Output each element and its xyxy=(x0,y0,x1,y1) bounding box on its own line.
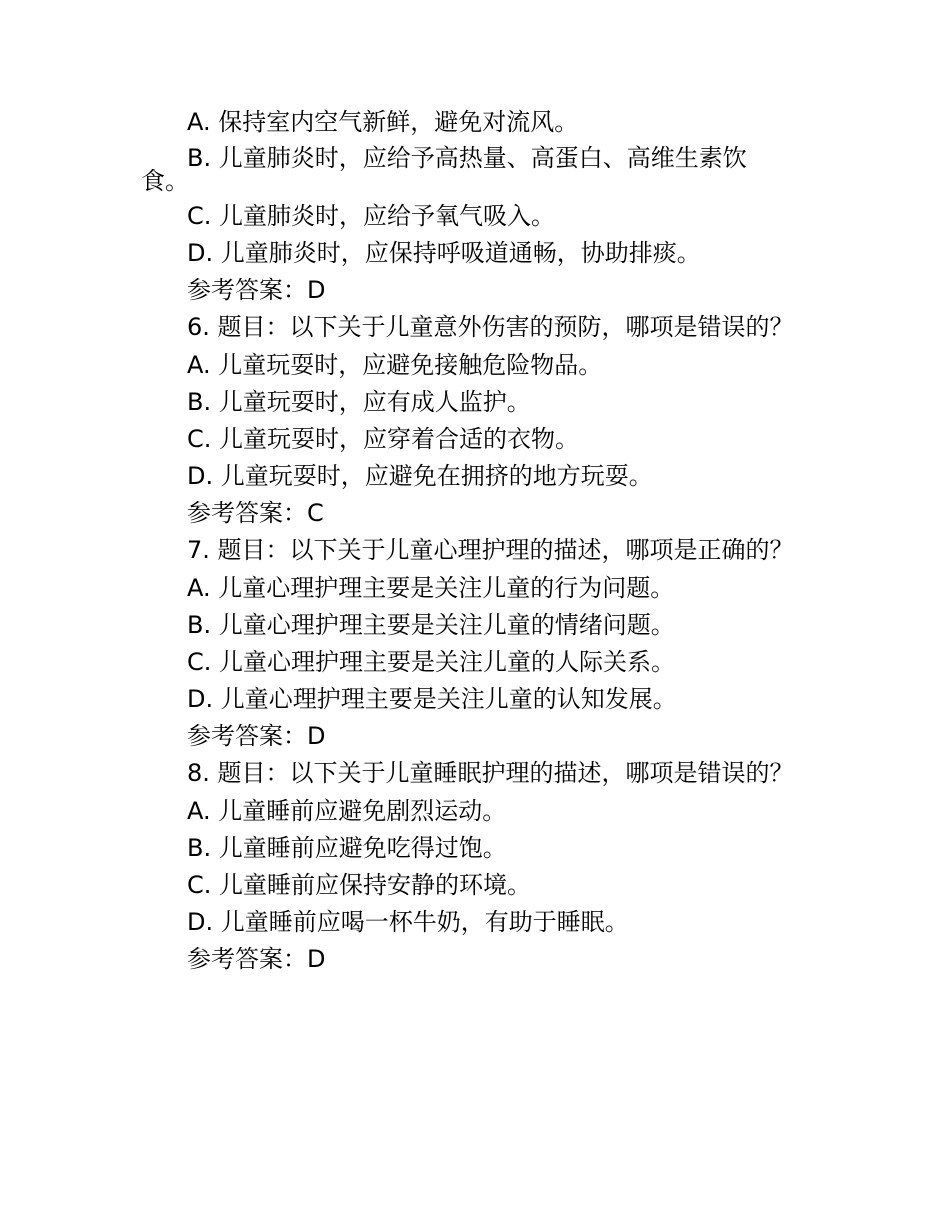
option-line: C. 儿童玩耍时，应穿着合适的衣物。 xyxy=(187,425,580,453)
option-line: B. 儿童肺炎时，应给予高热量、高蛋白、高维生素饮 xyxy=(187,144,747,172)
option-line: D. 儿童心理护理主要是关注儿童的认知发展。 xyxy=(187,685,677,713)
option-line: C. 儿童心理护理主要是关注儿童的人际关系。 xyxy=(187,648,676,676)
option-line: D. 儿童肺炎时，应保持呼吸道通畅，协助排痰。 xyxy=(187,239,701,267)
answer-line: 参考答案：D xyxy=(187,945,326,973)
option-line: B. 儿童心理护理主要是关注儿童的情绪问题。 xyxy=(187,611,675,639)
option-line: A. 儿童睡前应避免剧烈运动。 xyxy=(187,797,507,825)
option-line: B. 儿童玩耍时，应有成人监护。 xyxy=(187,388,531,416)
option-line: D. 儿童睡前应喝一杯牛奶，有助于睡眠。 xyxy=(187,908,629,936)
option-line: A. 保持室内空气新鲜，避免对流风。 xyxy=(187,108,579,136)
answer-line: 参考答案：D xyxy=(187,722,326,750)
question-line: 6. 题目：以下关于儿童意外伤害的预防，哪项是错误的？ xyxy=(187,313,794,341)
option-line: D. 儿童玩耍时，应避免在拥挤的地方玩耍。 xyxy=(187,462,653,490)
option-line: C. 儿童肺炎时，应给予氧气吸入。 xyxy=(187,202,556,230)
option-line-continuation: 食。 xyxy=(141,167,189,195)
answer-line: 参考答案：C xyxy=(187,499,324,527)
question-line: 8. 题目：以下关于儿童睡眠护理的描述，哪项是错误的？ xyxy=(187,759,794,787)
option-line: C. 儿童睡前应保持安静的环境。 xyxy=(187,871,532,899)
option-line: A. 儿童玩耍时，应避免接触危险物品。 xyxy=(187,351,603,379)
option-line: A. 儿童心理护理主要是关注儿童的行为问题。 xyxy=(187,574,675,602)
question-line: 7. 题目：以下关于儿童心理护理的描述，哪项是正确的？ xyxy=(187,536,794,564)
answer-line: 参考答案：D xyxy=(187,276,326,304)
option-line: B. 儿童睡前应避免吃得过饱。 xyxy=(187,834,507,862)
